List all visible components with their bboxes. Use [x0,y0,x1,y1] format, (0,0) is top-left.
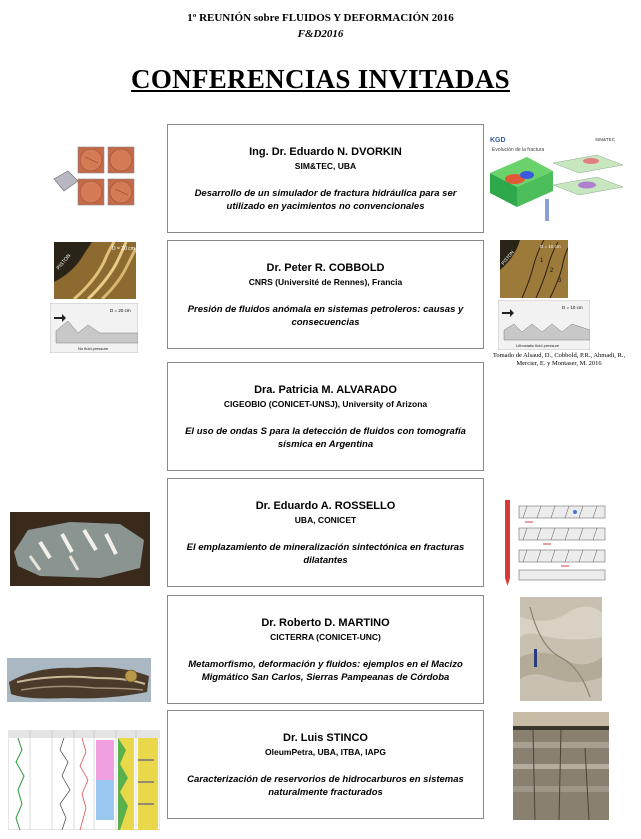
talk-box-rossello [167,478,484,587]
svg-text:No fluid pressure: No fluid pressure [78,346,109,351]
outcrop-photo [520,597,602,701]
speaker-name: Dr. Luis STINCO [283,732,368,744]
talk-box-stinco [167,710,484,819]
talk-title: Metamorfismo, deformación y fluidos: ejemplos en el Macizo Migmático San Carlos, Sierras Pampeanas de Córdoba [188,659,463,683]
svg-text:SIM&TEC: SIM&TEC [595,137,616,142]
speaker-affiliation: UBA, CONICET [294,515,357,525]
talk-box-cobbold [167,240,484,349]
speaker-affiliation: CIGEOBIO (CONICET-UNSJ), University of Arizona [223,399,428,409]
event-acronym: F&D2016 [297,28,344,40]
speaker-name: Dr. Roberto D. MARTINO [261,617,390,629]
talk-title: Desarrollo de un simulador de fractura hidráulica para ser utilizado en yacimientos no convencionales [194,188,457,212]
talk-title: El uso de ondas S para la detección de fluidos con tomografía sísmica en Argentina [185,426,466,450]
sandbox-photo-top-view-fluid [500,240,568,298]
svg-text:PISTON: PISTON [500,249,515,266]
svg-text:2: 2 [550,268,554,274]
svg-text:D = 10 cm: D = 10 cm [562,305,583,310]
talk-title: El emplazamiento de mineralización sintectónica en fracturas dilatantes [186,542,465,566]
svg-text:D = 10 cm: D = 10 cm [540,244,561,249]
sandbox-section-lithostatic [498,300,590,350]
sandbox-section-no-fluid [50,303,138,353]
svg-text:D = 20 cm: D = 20 cm [112,246,135,252]
svg-text:3: 3 [558,278,562,284]
speaker-name: Dra. Patricia M. ALVARADO [254,384,397,396]
rock-sample-photo [10,512,150,586]
svg-text:1: 1 [540,258,544,264]
page-title: CONFERENCIAS INVITADAS [131,64,510,94]
speaker-name: Dr. Eduardo A. ROSSELLO [255,500,396,512]
fractured-reservoir-outcrop-photo [513,712,609,820]
talk-box-martino [167,595,484,704]
svg-text:D = 20 cm: D = 20 cm [110,308,131,313]
event-name: 1º REUNIÓN sobre FLUIDOS Y DEFORMACIÓN 2016 [187,12,454,24]
talk-title: Presión de fluidos anómala en sistemas petroleros: causas y consecuencias [187,304,464,328]
speaker-name: Dr. Peter R. COBBOLD [266,262,385,274]
migmatite-rock-photo [7,658,151,702]
speaker-name: Ing. Dr. Eduardo N. DVORKIN [249,146,402,158]
fracture-mineralization-diagram [503,498,613,590]
svg-text:KGD: KGD [490,137,506,144]
talk-box-dvorkin [167,124,484,233]
sandbox-photo-top-view [54,242,136,299]
fracture-simulation-image [487,133,627,233]
speaker-affiliation: CICTERRA (CONICET-UNC) [270,632,381,642]
svg-text:Lithostatic fluid pressure: Lithostatic fluid pressure [516,343,560,348]
speaker-affiliation: CNRS (Université de Rennes), Francia [248,277,403,287]
talk-box-alvarado [167,362,484,471]
talk-title: Caracterización de reservorios de hidrocarburos en sistemas naturalmente fracturados [187,774,464,798]
speaker-affiliation: SIM&TEC, UBA [294,161,357,171]
speaker-affiliation: OleumPetra, UBA, ITBA, IAPG [265,747,386,757]
figure-caption: Tomado de Alsaud, D., Cobbold, P.R., Ahmadi, R., Mercier, E. y Montaser, M. 2016 [492,352,626,367]
svg-text:PISTON: PISTON [55,253,73,272]
svg-text:Evolución de la fractura: Evolución de la fractura [492,147,545,153]
well-log-chart [8,730,160,830]
fracture-disks-image [52,145,136,211]
